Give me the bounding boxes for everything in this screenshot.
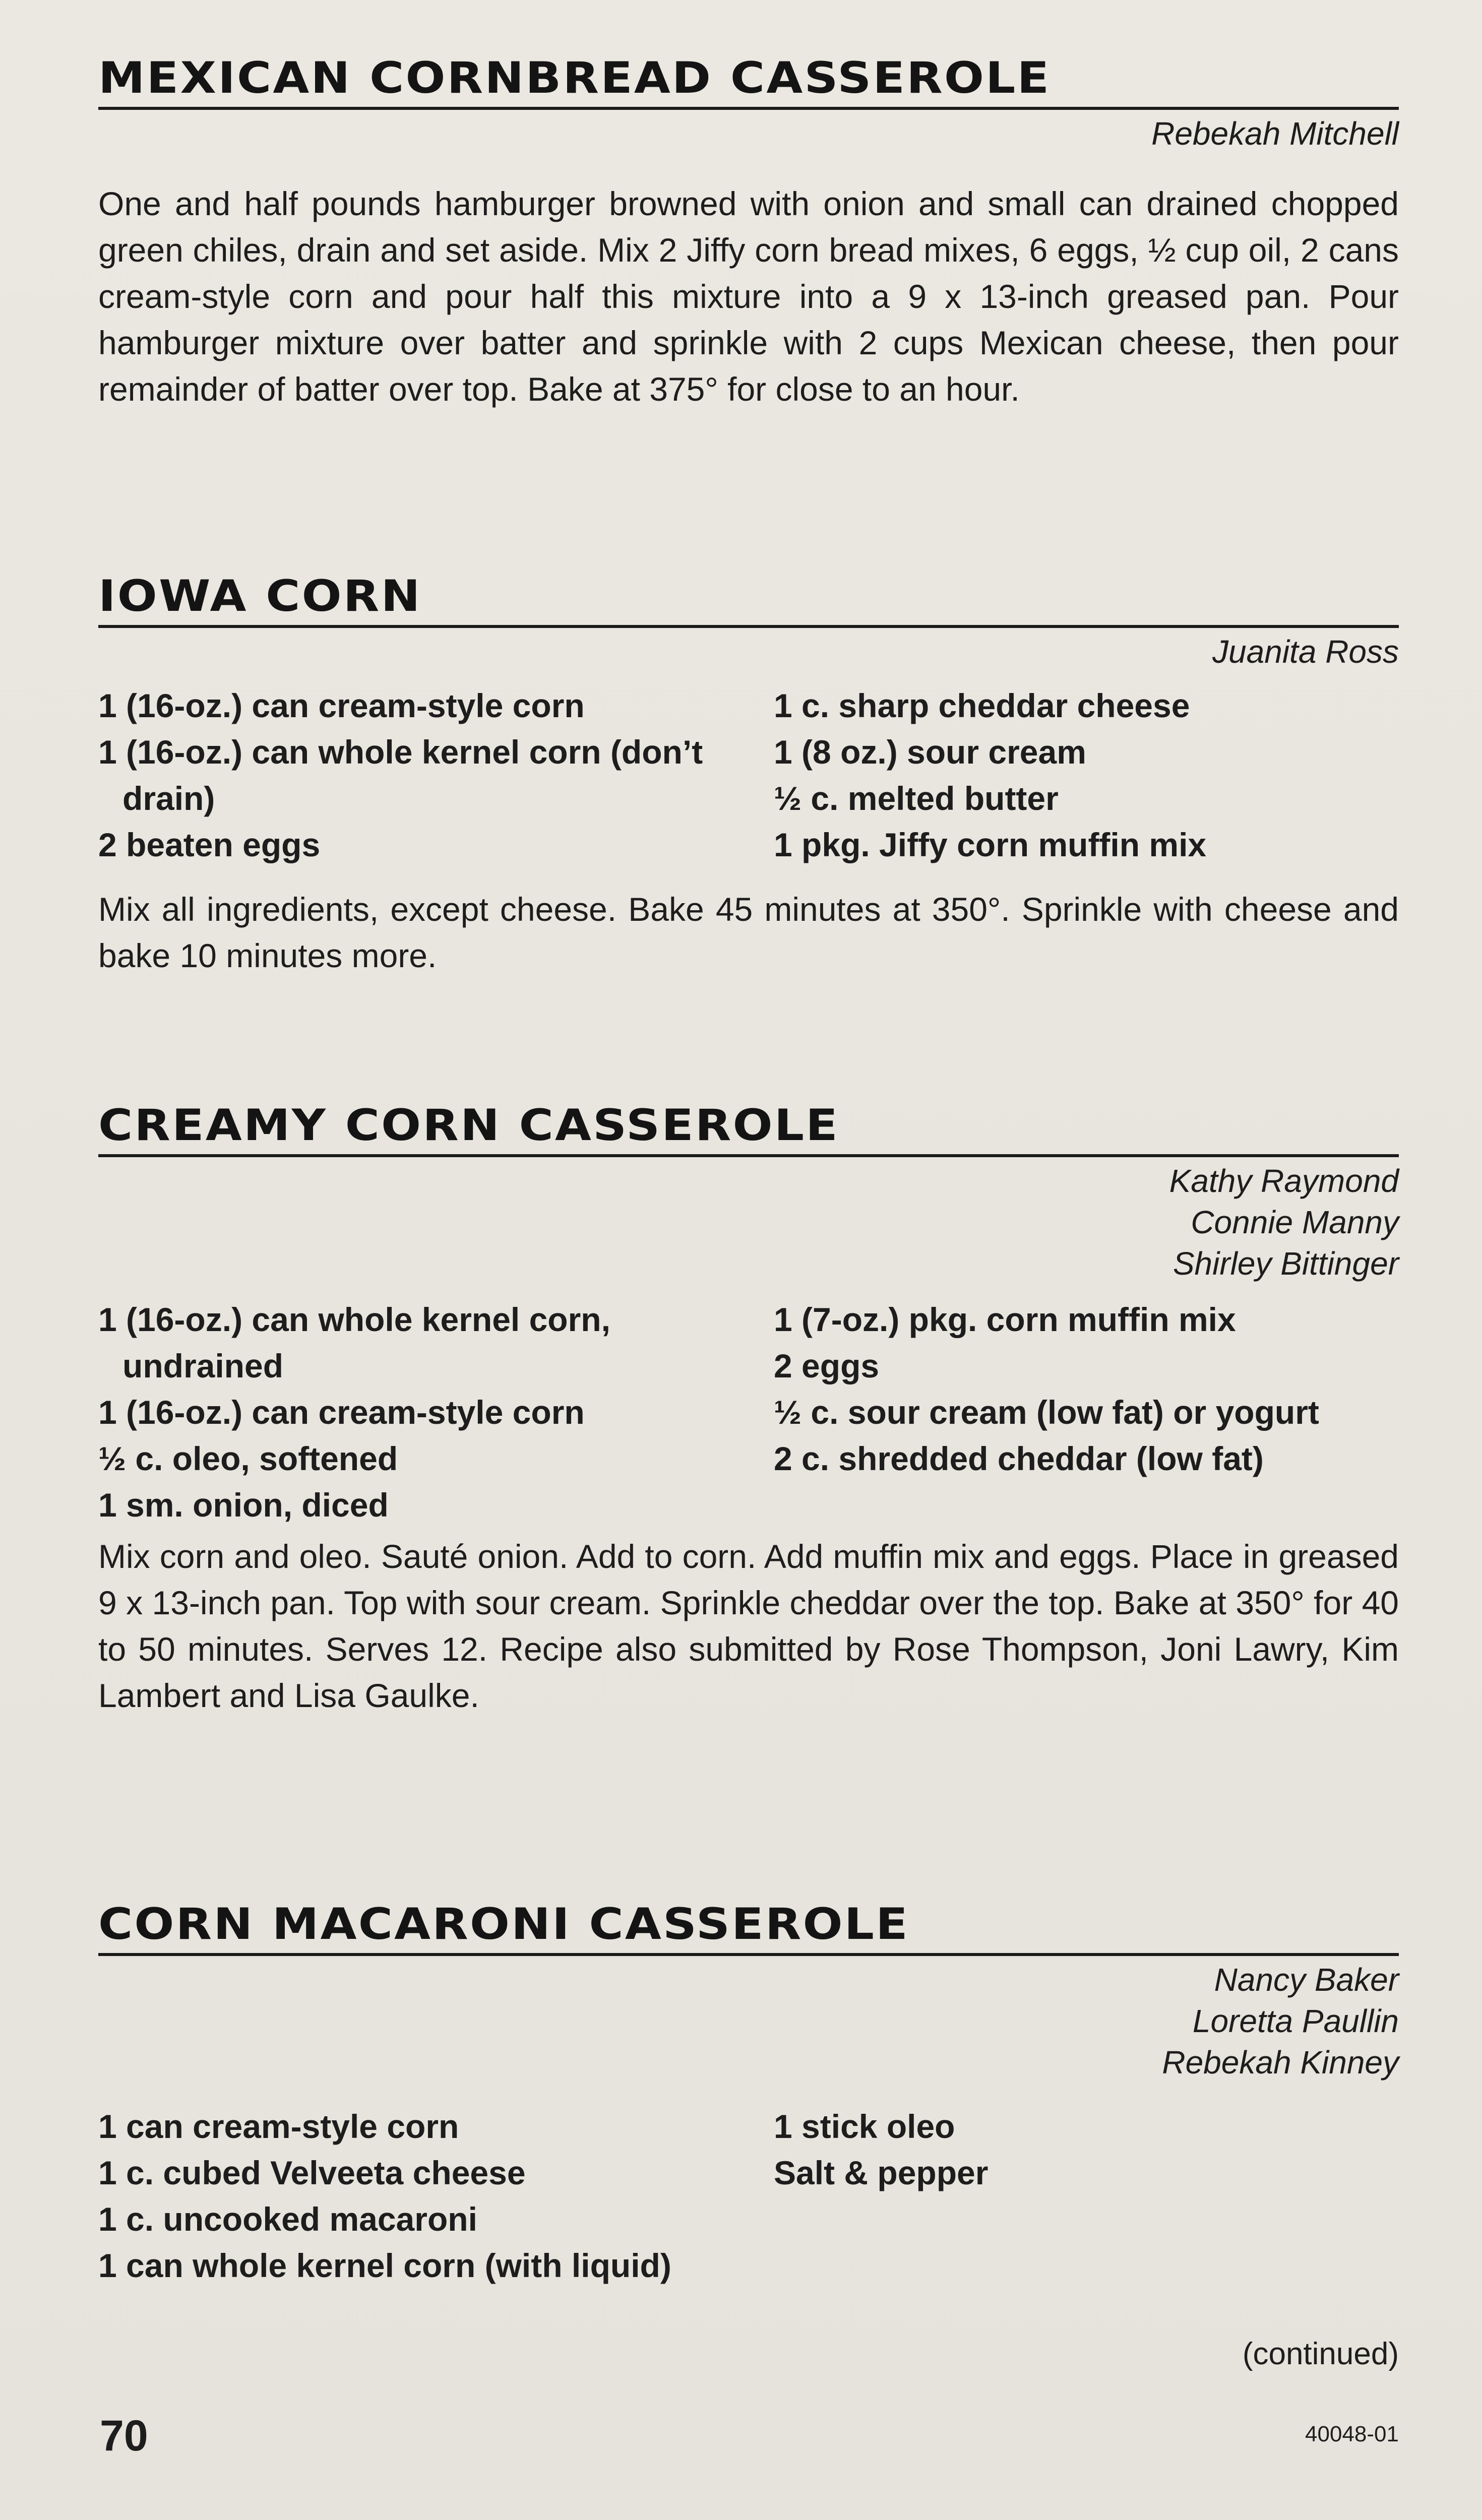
title-divider <box>98 1154 1399 1157</box>
ingredient-item: ½ c. oleo, softened <box>98 1440 398 1477</box>
document-code: 40048-01 <box>1305 2422 1399 2446</box>
title-divider <box>98 625 1399 628</box>
author-name: Connie Manny <box>1191 1204 1399 1240</box>
ingredient-item: 1 c. cubed Velveeta cheese <box>98 2154 526 2191</box>
recipe-directions: One and half pounds hamburger browned with onion and small can drained chopped green chiles, drain and set aside. Mix 2 Jiffy corn bread mixes, 6 eggs, ½ cup oil, 2 cans cream-style corn and pour half this mixture into a 9 x 13-inch greased pan. Pour hamburger mixture over batter and sprinkle with 2 cups Mexican cheese, then pour remainder of batter over top. Bake at 375° for close to an hour. <box>98 185 1399 408</box>
recipe-authors <box>98 631 1399 672</box>
ingredient-column-right <box>774 1296 1399 1528</box>
ingredient-item: 2 c. shredded cheddar (low fat) <box>774 1440 1264 1477</box>
recipe-mexican-cornbread-casserole <box>98 53 1399 412</box>
ingredient-item: 1 c. sharp cheddar cheese <box>774 687 1190 724</box>
ingredient-item: 1 (16-oz.) can cream-style corn <box>98 687 585 724</box>
recipe-title: MEXICAN CORNBREAD CASSEROLE <box>98 53 1051 103</box>
recipe-authors <box>98 1160 1399 1284</box>
recipe-directions: Mix corn and oleo. Sauté onion. Add to corn. Add muffin mix and eggs. Place in greased 9 x 13-inch pan. Top with sour cream. Sprinkle cheddar over the top. Bake at 350° for 40 to 50 minutes. Serves 12. Recipe also submitted by Rose Thompson, Joni Lawry, Kim Lambert and Lisa Gaulke. <box>98 1538 1399 1714</box>
author-name: Juanita Ross <box>1212 634 1399 670</box>
ingredient-list <box>98 2103 1399 2289</box>
author-name: Shirley Bittinger <box>1172 1245 1399 1282</box>
ingredient-item: ½ c. sour cream (low fat) or yogurt <box>774 1394 1319 1431</box>
ingredient-list <box>98 1296 1399 1528</box>
ingredient-item: 2 eggs <box>774 1347 880 1384</box>
title-divider <box>98 107 1399 110</box>
recipe-authors <box>98 113 1399 154</box>
author-name: Rebekah Mitchell <box>1151 115 1399 152</box>
recipe-creamy-corn-casserole <box>98 1100 1399 1719</box>
recipe-directions: Mix all ingredients, except cheese. Bake 45 minutes at 350°. Sprinkle with cheese and bake 10 minutes more. <box>98 891 1399 974</box>
ingredient-item: 1 c. uncooked macaroni <box>98 2200 477 2238</box>
recipe-title: IOWA CORN <box>98 571 422 621</box>
ingredient-item: ½ c. melted butter <box>774 780 1059 817</box>
page-number: 70 <box>100 2412 148 2460</box>
recipe-title: CREAMY CORN CASSEROLE <box>98 1100 839 1151</box>
recipe-authors <box>98 1959 1399 2083</box>
ingredient-item: 1 (16-oz.) can cream-style corn <box>98 1394 585 1431</box>
ingredient-item: 1 pkg. Jiffy corn muffin mix <box>774 826 1207 863</box>
author-name: Nancy Baker <box>1214 1962 1399 1998</box>
ingredient-item: 1 (16-oz.) can whole kernel corn, undrained <box>98 1301 610 1384</box>
ingredient-column-right <box>774 2103 1399 2289</box>
ingredient-column-left <box>98 1296 754 1528</box>
ingredient-item: 1 can whole kernel corn (with liquid) <box>98 2247 671 2284</box>
author-name: Kathy Raymond <box>1169 1163 1399 1199</box>
ingredient-item: Salt & pepper <box>774 2154 989 2191</box>
ingredient-item: 1 sm. onion, diced <box>98 1486 389 1524</box>
ingredient-item: 2 beaten eggs <box>98 826 321 863</box>
ingredient-list <box>98 682 1399 868</box>
ingredient-item: 1 (8 oz.) sour cream <box>774 733 1086 771</box>
recipe-corn-macaroni-casserole <box>98 1899 1399 2289</box>
continued-note: (continued) <box>1242 2337 1399 2371</box>
author-name: Loretta Paullin <box>1192 2003 1399 2039</box>
title-divider <box>98 1953 1399 1956</box>
ingredient-item: 1 (16-oz.) can whole kernel corn (don’t drain) <box>98 733 703 817</box>
ingredient-item: 1 can cream-style corn <box>98 2108 459 2145</box>
author-name: Rebekah Kinney <box>1162 2044 1399 2081</box>
ingredient-item: 1 stick oleo <box>774 2108 955 2145</box>
recipe-iowa-corn <box>98 571 1399 979</box>
ingredient-item: 1 (7-oz.) pkg. corn muffin mix <box>774 1301 1236 1338</box>
ingredient-column-right <box>774 682 1399 868</box>
ingredient-column-left <box>98 2103 754 2289</box>
recipe-title: CORN MACARONI CASSEROLE <box>98 1899 909 1949</box>
ingredient-column-left <box>98 682 754 868</box>
